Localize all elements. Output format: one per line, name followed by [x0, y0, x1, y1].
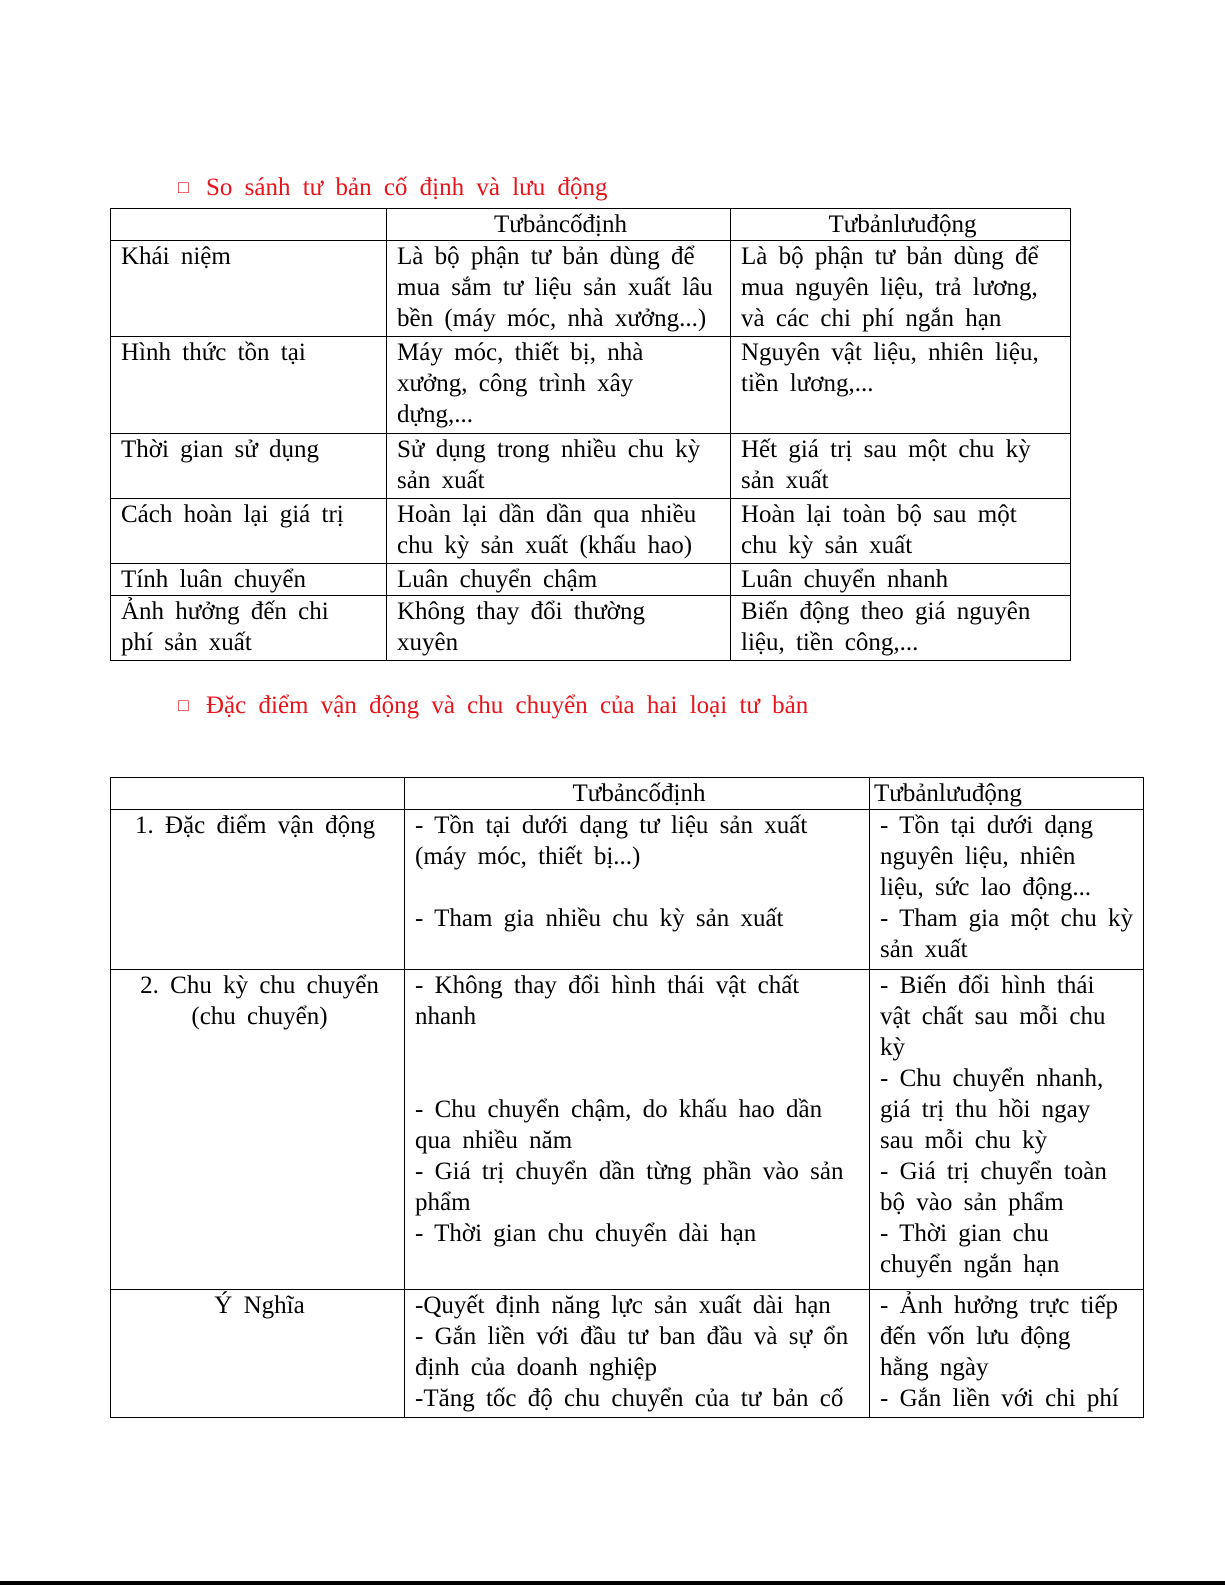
checkbox-bullet-icon: □	[178, 177, 189, 197]
table-cell: Biến động theo giá nguyên liệu, tiền công,...	[731, 596, 1071, 661]
header-cell: Tưbảnlưuđộng	[731, 209, 1071, 241]
table-cell: Không thay đổi thường xuyên	[387, 596, 731, 661]
header-cell: Tưbảncốđịnh	[387, 209, 731, 241]
table-cell: - Tồn tại dưới dạng tư liệu sản xuất (máy móc, thiết bị...) - Tham gia nhiều chu kỳ sản xuất	[405, 810, 870, 970]
section2-heading-text: Đặc điểm vận động và chu chuyển của hai loại tư bản	[206, 692, 809, 719]
movement-table	[110, 777, 1144, 1418]
table-cell: - Biến đổi hình thái vật chất sau mỗi chu kỳ - Chu chuyển nhanh, giá trị thu hồi ngay sau mỗi chu kỳ - Giá trị chuyển toàn bộ vào sản phẩm - Thời gian chu chuyển ngắn hạn	[870, 970, 1144, 1290]
row-label: Khái niệm	[111, 241, 387, 337]
table-row	[111, 1290, 1144, 1418]
table-cell: Máy móc, thiết bị, nhà xưởng, công trình xây dựng,...	[387, 337, 731, 434]
section1-heading-text: So sánh tư bản cố định và lưu động	[206, 174, 608, 201]
table-cell: Hết giá trị sau một chu kỳ sản xuất	[731, 434, 1071, 499]
table-row	[111, 434, 1071, 499]
table-cell: - Ảnh hưởng trực tiếp đến vốn lưu động hằng ngày - Gắn liền với chi phí	[870, 1290, 1144, 1418]
header-cell	[111, 778, 405, 810]
header-cell: Tưbảncốđịnh	[405, 778, 870, 810]
table-row	[111, 337, 1071, 434]
table-cell: - Không thay đổi hình thái vật chất nhanh - Chu chuyển chậm, do khấu hao dần qua nhiều năm - Giá trị chuyển dần từng phần vào sản phẩm - Thời gian chu chuyển dài hạn	[405, 970, 870, 1290]
table-cell: Là bộ phận tư bản dùng để mua nguyên liệu, trả lương, và các chi phí ngắn hạn	[731, 241, 1071, 337]
table-header-row	[111, 209, 1071, 241]
table-cell: Hoàn lại dần dần qua nhiều chu kỳ sản xuất (khấu hao)	[387, 499, 731, 564]
table-row	[111, 810, 1144, 970]
table-cell: Hoàn lại toàn bộ sau một chu kỳ sản xuất	[731, 499, 1071, 564]
row-label: Tính luân chuyển	[111, 564, 387, 596]
row-label: Cách hoàn lại giá trị	[111, 499, 387, 564]
table-cell: Là bộ phận tư bản dùng để mua sắm tư liệu sản xuất lâu bền (máy móc, nhà xưởng...)	[387, 241, 731, 337]
table-cell: Luân chuyển nhanh	[731, 564, 1071, 596]
checkbox-bullet-icon: □	[178, 695, 189, 715]
header-cell: Tưbảnlưuđộng	[870, 778, 1144, 810]
table-header-row	[111, 778, 1144, 810]
table-row	[111, 499, 1071, 564]
row-label: Thời gian sử dụng	[111, 434, 387, 499]
row-label: Ảnh hưởng đến chi phí sản xuất	[111, 596, 387, 661]
table-cell: Sử dụng trong nhiều chu kỳ sản xuất	[387, 434, 731, 499]
table-row	[111, 564, 1071, 596]
section1-heading	[178, 174, 607, 202]
table-cell: Nguyên vật liệu, nhiên liệu, tiền lương,...	[731, 337, 1071, 434]
table-row	[111, 970, 1144, 1290]
table-cell: Luân chuyển chậm	[387, 564, 731, 596]
comparison-table	[110, 208, 1071, 661]
page-bottom-border	[0, 1581, 1225, 1585]
row-label: 2. Chu kỳ chu chuyển (chu chuyển)	[111, 970, 405, 1290]
table-row	[111, 241, 1071, 337]
table-cell: -Quyết định năng lực sản xuất dài hạn - Gắn liền với đầu tư ban đầu và sự ổn định của doanh nghiệp -Tăng tốc độ chu chuyển của tư bản cố	[405, 1290, 870, 1418]
row-label: 1. Đặc điểm vận động	[111, 810, 405, 970]
table-cell: - Tồn tại dưới dạng nguyên liệu, nhiên liệu, sức lao động... - Tham gia một chu kỳ sản xuất	[870, 810, 1144, 970]
section2-heading	[178, 692, 808, 720]
row-label: Ý Nghĩa	[111, 1290, 405, 1418]
row-label: Hình thức tồn tại	[111, 337, 387, 434]
header-cell	[111, 209, 387, 241]
table-row	[111, 596, 1071, 661]
